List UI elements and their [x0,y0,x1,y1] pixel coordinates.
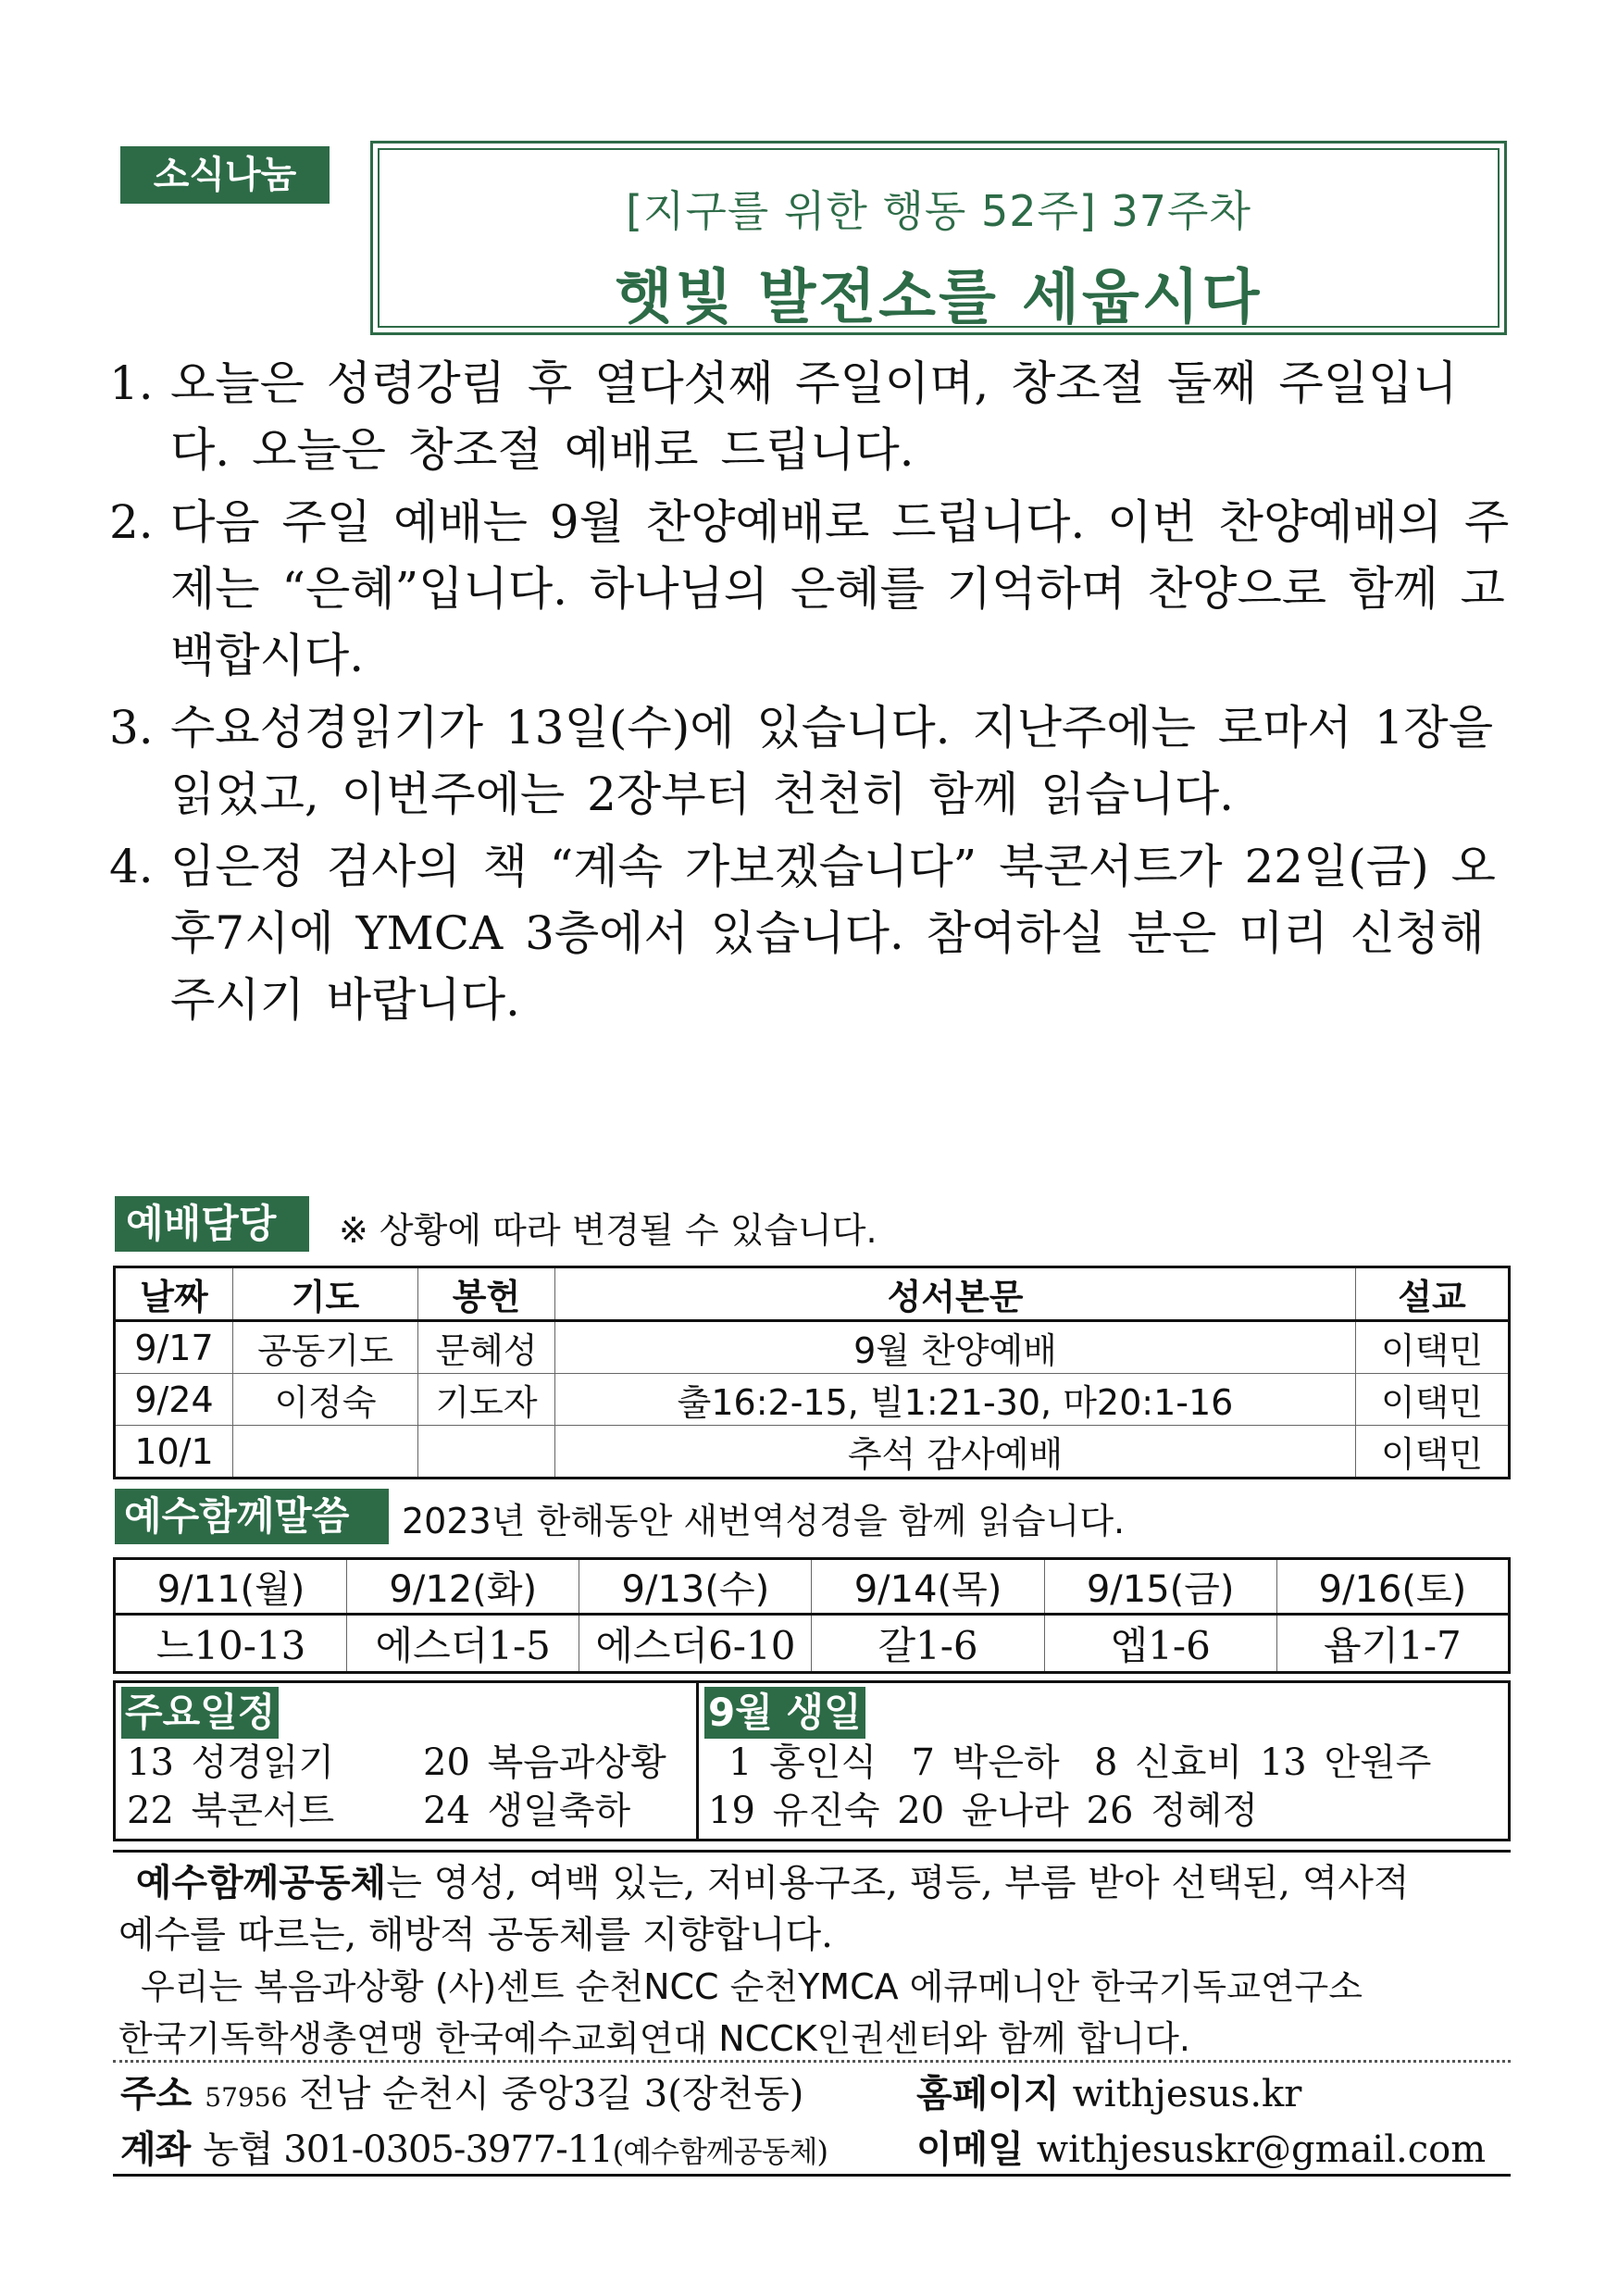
announcement-number: 4. [109,840,154,893]
address: 전남 순천시 중앙3길 3(장천동) [299,2073,804,2115]
bible-reading-table [113,1557,1511,1674]
account-label: 계좌 [120,2128,191,2171]
duty-header-cell: 성서본문 [555,1267,1356,1321]
address-block [120,2068,916,2124]
bible-day-cell: 9/14(목) [812,1559,1044,1615]
footer-row [120,2124,1509,2177]
bible-day-cell: 9/11(월) [115,1559,347,1615]
community-partners: 우리는 복음과상황 (사)센트 순천NCC 순천YMCA 에큐메니안 한국기독교연구소 [141,1966,1363,2007]
duty-header-cell: 기도 [233,1267,418,1321]
duty-cell: 문혜성 [418,1321,555,1374]
bible-reading-cell: 욥기1-7 [1324,1623,1462,1668]
announcement-item [109,350,1516,483]
duty-cell [233,1426,418,1479]
account-holder: (예수함께공동체) [612,2134,828,2169]
duty-header-row [115,1267,1510,1321]
bible-reading-row [115,1615,1510,1673]
birthday-line: 19 유진숙 20 윤나라 26 정혜정 [708,1790,1259,1832]
footer-row [120,2068,1509,2124]
announcement-item [109,833,1516,1033]
schedule-tag: 주요일정 [121,1687,279,1739]
duty-cell: 이택민 [1356,1374,1510,1426]
schedule-list [116,1739,696,1835]
table-row [115,1374,1510,1426]
schedule-item: 13 성경읽기 [127,1741,335,1784]
birthday-panel [699,1683,1508,1839]
duty-note: ※ 상황에 따라 변경될 수 있습니다. [339,1210,877,1251]
bible-note: 2023년 한해동안 새번역성경을 함께 읽습니다. [402,1501,1126,1541]
duty-header-cell: 설교 [1356,1267,1510,1321]
title-box-inner [378,148,1500,332]
announcement-text: 임은정 검사의 책 “계속 가보겠습니다” 북콘서트가 22일(금) 오후7시에 YMCA 3층에서 있습니다. 참여하실 분은 미리 신청해 주시기 바랍니다. [170,840,1496,1027]
community-statement [118,1857,1512,2065]
news-section-tag: 소식나눔 [120,146,330,204]
divider [113,1850,1511,1853]
duty-section-tag: 예배담당 [115,1196,309,1252]
bible-reading-cell: 에스더1-5 [347,1615,579,1673]
duty-cell: 출16:2-15, 빌1:21-30, 마20:1-16 [555,1374,1356,1426]
bible-day-cell: 9/16(토) [1276,1559,1509,1615]
duty-cell: 공동기도 [233,1321,418,1374]
announcement-text: 다음 주일 예배는 9월 찬양예배로 드립니다. 이번 찬양예배의 주제는 “은혜”입니다. 하나님의 은혜를 기억하며 찬양으로 함께 고백합시다. [170,495,1510,682]
announcement-list [109,350,1516,1039]
bible-section-tag: 예수함께말씀 [115,1489,389,1544]
announcement-item [109,489,1516,689]
bible-reading-cell: 에스더6-10 [579,1615,812,1673]
footer [120,2068,1509,2177]
bible-reading-cell: 엡1-6 [1044,1615,1276,1673]
bible-day-cell: 9/12(화) [347,1559,579,1615]
homepage-block [916,2068,1301,2124]
community-line [124,1857,1512,1909]
table-row [115,1321,1510,1374]
community-name: 예수함께공동체 [135,1862,387,1904]
announcement-number: 2. [109,495,154,549]
duty-header-cell: 봉헌 [418,1267,555,1321]
duty-cell [418,1426,555,1479]
duty-cell: 9월 찬양예배 [555,1321,1356,1374]
schedule-item: 20 복음과상황 [423,1741,666,1784]
bible-day-row [115,1559,1510,1615]
announcement-text: 수요성경읽기가 13일(수)에 있습니다. 지난주에는 로마서 1장을 읽었고, 이번주에는 2장부터 천천히 함께 읽습니다. [170,701,1494,821]
email-block [916,2124,1486,2177]
duty-cell: 이정숙 [233,1374,418,1426]
page-title: 햇빛 발전소를 세웁시다 [615,264,1263,332]
duty-cell: 이택민 [1356,1321,1510,1374]
account-number: 농협 301-0305-3977-11 [203,2128,613,2171]
community-line: 예수를 따르는, 해방적 공동체를 지향합니다. [118,1914,833,1956]
birthday-line: 1 홍인식 7 박은하 8 신효비 13 안원주 [728,1741,1432,1784]
schedule-item: 24 생일축하 [423,1790,631,1832]
schedule-item: 22 북콘서트 [127,1790,335,1832]
schedule-birthday-box [113,1680,1511,1841]
homepage-label: 홈페이지 [916,2073,1060,2115]
announcement-text: 오늘은 성령강림 후 열다섯째 주일이며, 창조절 둘째 주일입니다. 오늘은 창조절 예배로 드립니다. [170,356,1458,477]
divider [113,2174,1511,2177]
announcement-item [109,694,1516,828]
duty-cell: 9/17 [115,1321,233,1374]
schedule-panel [116,1683,699,1839]
community-partners: 한국기독학생총연맹 한국예수교회연대 NCCK인권센터와 함께 합니다. [118,2018,1190,2059]
duty-cell: 10/1 [115,1426,233,1479]
table-row [115,1426,1510,1479]
duty-cell: 기도자 [418,1374,555,1426]
bible-day-cell: 9/15(금) [1044,1559,1276,1615]
bible-reading-cell: 갈1-6 [812,1615,1044,1673]
announcement-number: 1. [109,356,154,410]
announcement-number: 3. [109,701,154,755]
homepage-link[interactable]: withjesus.kr [1072,2073,1302,2115]
page-subtitle: [지구를 위한 행동 52주] 37주차 [626,186,1251,236]
duty-header-cell: 날짜 [115,1267,233,1321]
email-link[interactable]: withjesuskr@gmail.com [1036,2128,1487,2171]
bible-day-cell: 9/13(수) [579,1559,812,1615]
account-block [120,2124,916,2177]
bible-reading-cell: 느10-13 [115,1615,347,1673]
birthday-tag: 9월 생일 [704,1687,865,1739]
address-label: 주소 [120,2073,193,2115]
zip-code: 57956 [205,2082,288,2113]
duty-cell: 9/24 [115,1374,233,1426]
email-label: 이메일 [916,2128,1024,2171]
duty-cell: 이택민 [1380,1434,1484,1475]
title-box [370,141,1507,335]
duty-cell: 추석 감사예배 [555,1426,1356,1479]
divider [113,2060,1511,2063]
community-text: 는 영성, 여백 있는, 저비용구조, 평등, 부름 받아 선택된, 역사적 [386,1862,1410,1904]
duty-table [113,1266,1511,1479]
